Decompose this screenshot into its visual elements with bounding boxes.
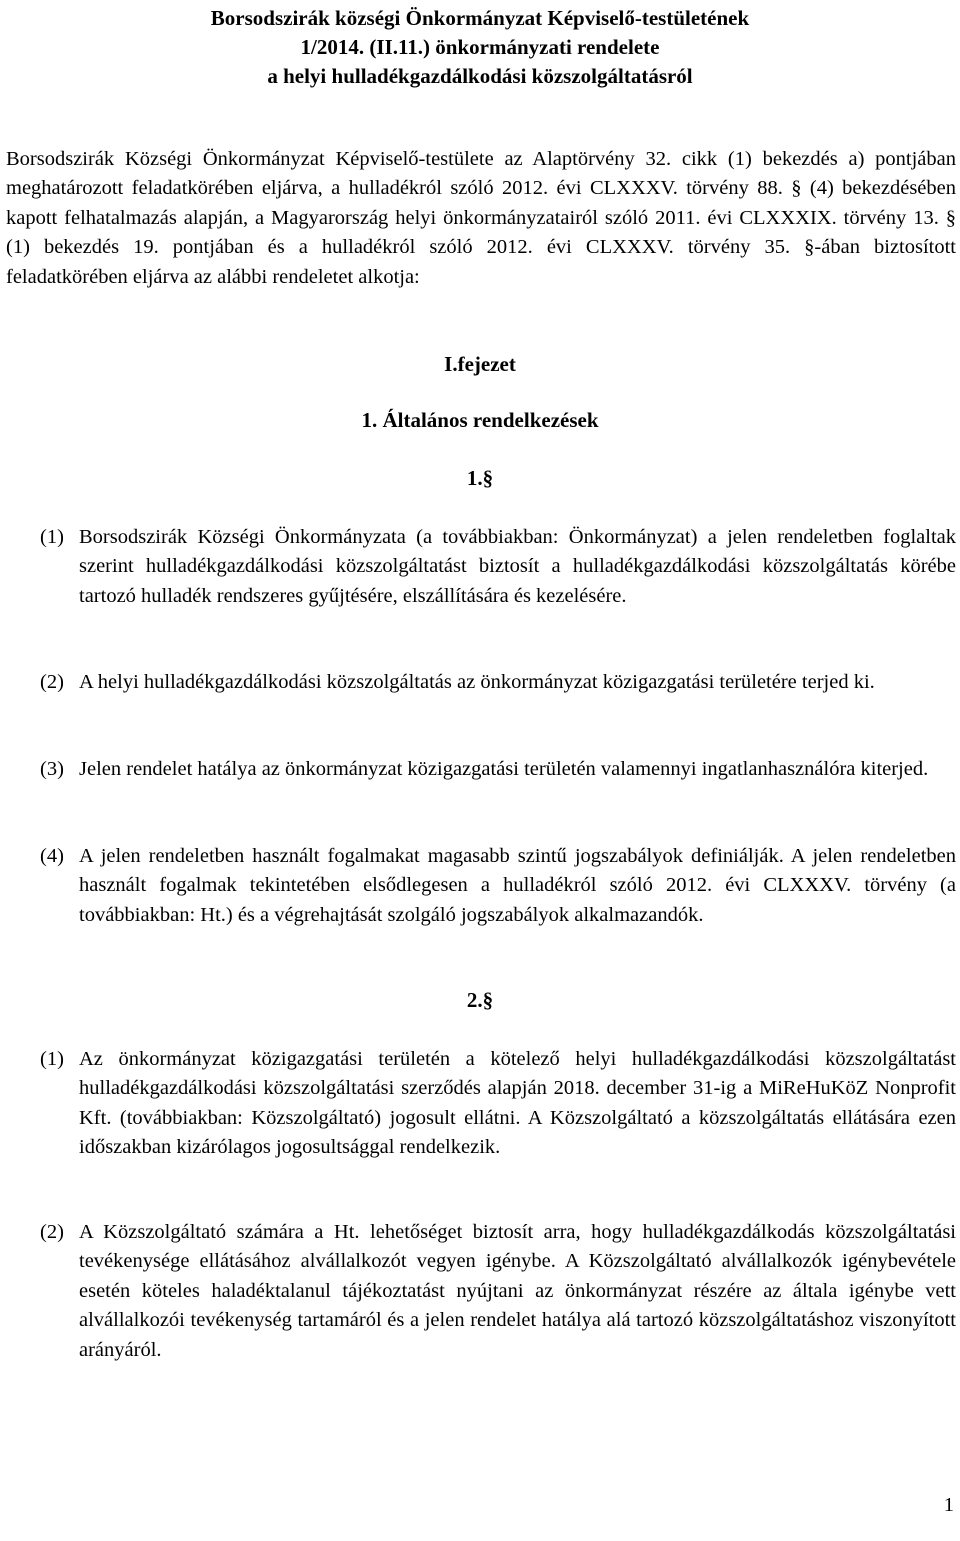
provision-1-2 — [40, 668, 956, 697]
provision-1-3 — [40, 755, 956, 784]
provision-number: (1) — [40, 526, 64, 548]
provision-text: Borsodszirák Községi Önkormányzata (a továbbiakban: Önkormányzat) a jelen rendeletben foglaltak szerint hulladékgazdálkodási közszolgáltatást biztosít a hulladékgazdálkodási közszolgáltatás körébe tartozó hulladék rendszeres gyűjtésére, elszállítására és kezelésére. — [79, 526, 956, 607]
provision-1-1 — [40, 523, 956, 611]
provision-text: Jelen rendelet hatálya az önkormányzat közigazgatási területén valamennyi ingatlanhasználóra kiterjed. — [79, 758, 929, 780]
provision-number: (3) — [40, 758, 64, 780]
page-number: 1 — [943, 1494, 954, 1516]
provision-number: (4) — [40, 845, 64, 867]
provision-1-4 — [40, 842, 956, 930]
section-title: 1. Általános rendelkezések — [361, 408, 599, 432]
document-title — [0, 4, 960, 91]
title-line-3: a helyi hulladékgazdálkodási közszolgáltatásról — [267, 64, 693, 88]
title-line-2: 1/2014. (II.11.) önkormányzati rendelete — [300, 35, 660, 59]
provision-text: A Közszolgáltató számára a Ht. lehetőséget biztosít arra, hogy hulladékgazdálkodás közszolgáltatási tevékenysége ellátásához alvállalkozót vegyen igénybe. A Közszolgáltató alvállalkozók igénybevétele esetén köteles haladéktalanul tájékoztatást nyújtani az önkormányzat részére az általa igénybe vett alvállalkozói tevékenység tartamáról és a jelen rendelet hatálya alá tartozó közszolgáltatáshoz viszonyított arányáról. — [79, 1221, 956, 1361]
provision-2-2 — [40, 1218, 956, 1365]
paragraph-heading-1: 1.§ — [466, 466, 494, 490]
provision-number: (2) — [40, 671, 64, 693]
provision-number: (2) — [40, 1221, 64, 1243]
paragraph-heading-2: 2.§ — [466, 988, 494, 1012]
provision-number: (1) — [40, 1048, 64, 1070]
provision-2-1 — [40, 1045, 956, 1163]
title-line-1: Borsodszirák községi Önkormányzat Képviselő-testületének — [210, 6, 750, 30]
provision-text: A jelen rendeletben használt fogalmakat magasabb szintű jogszabályok definiálják. A jelen rendeletben használt fogalmak tekintetében elsődlegesen a hulladékról szóló 2012. évi CLXXXV. törvény (a továbbiakban: Ht.) és a végrehajtását szolgáló jogszabályok alkalmazandók. — [79, 845, 956, 926]
preamble: Borsodszirák Községi Önkormányzat Képviselő-testülete az Alaptörvény 32. cikk (1) bekezdés a) pontjában meghatározott feladatkörében eljárva, a hulladékról szóló 2012. évi CLXXXV. törvény 88. § (4) bekezdésében kapott felhatalmazás alapján, a Magyarország helyi önkormányzatairól szóló 2011. évi CLXXXIX. törvény 13. § (1) bekezdés 19. pontjában és a hulladékról szóló 2012. évi CLXXXV. törvény 35. §-ában biztosított feladatkörében eljárva az alábbi rendeletet alkotja: — [6, 148, 956, 288]
provision-text: Az önkormányzat közigazgatási területén a kötelező helyi hulladékgazdálkodási közszolgáltatást hulladékgazdálkodási közszolgáltatási szerződés alapján 2018. december 31-ig a MiReHuKöZ Nonprofit Kft. (továbbiakban: Közszolgáltató) jogosult ellátni. A Közszolgáltató a közszolgáltatás ellátására ezen időszakban kizárólagos jogosultsággal rendelkezik. — [79, 1048, 956, 1159]
provision-text: A helyi hulladékgazdálkodási közszolgáltatás az önkormányzat közigazgatási területére terjed ki. — [79, 671, 875, 693]
chapter-heading: I.fejezet — [444, 352, 516, 376]
